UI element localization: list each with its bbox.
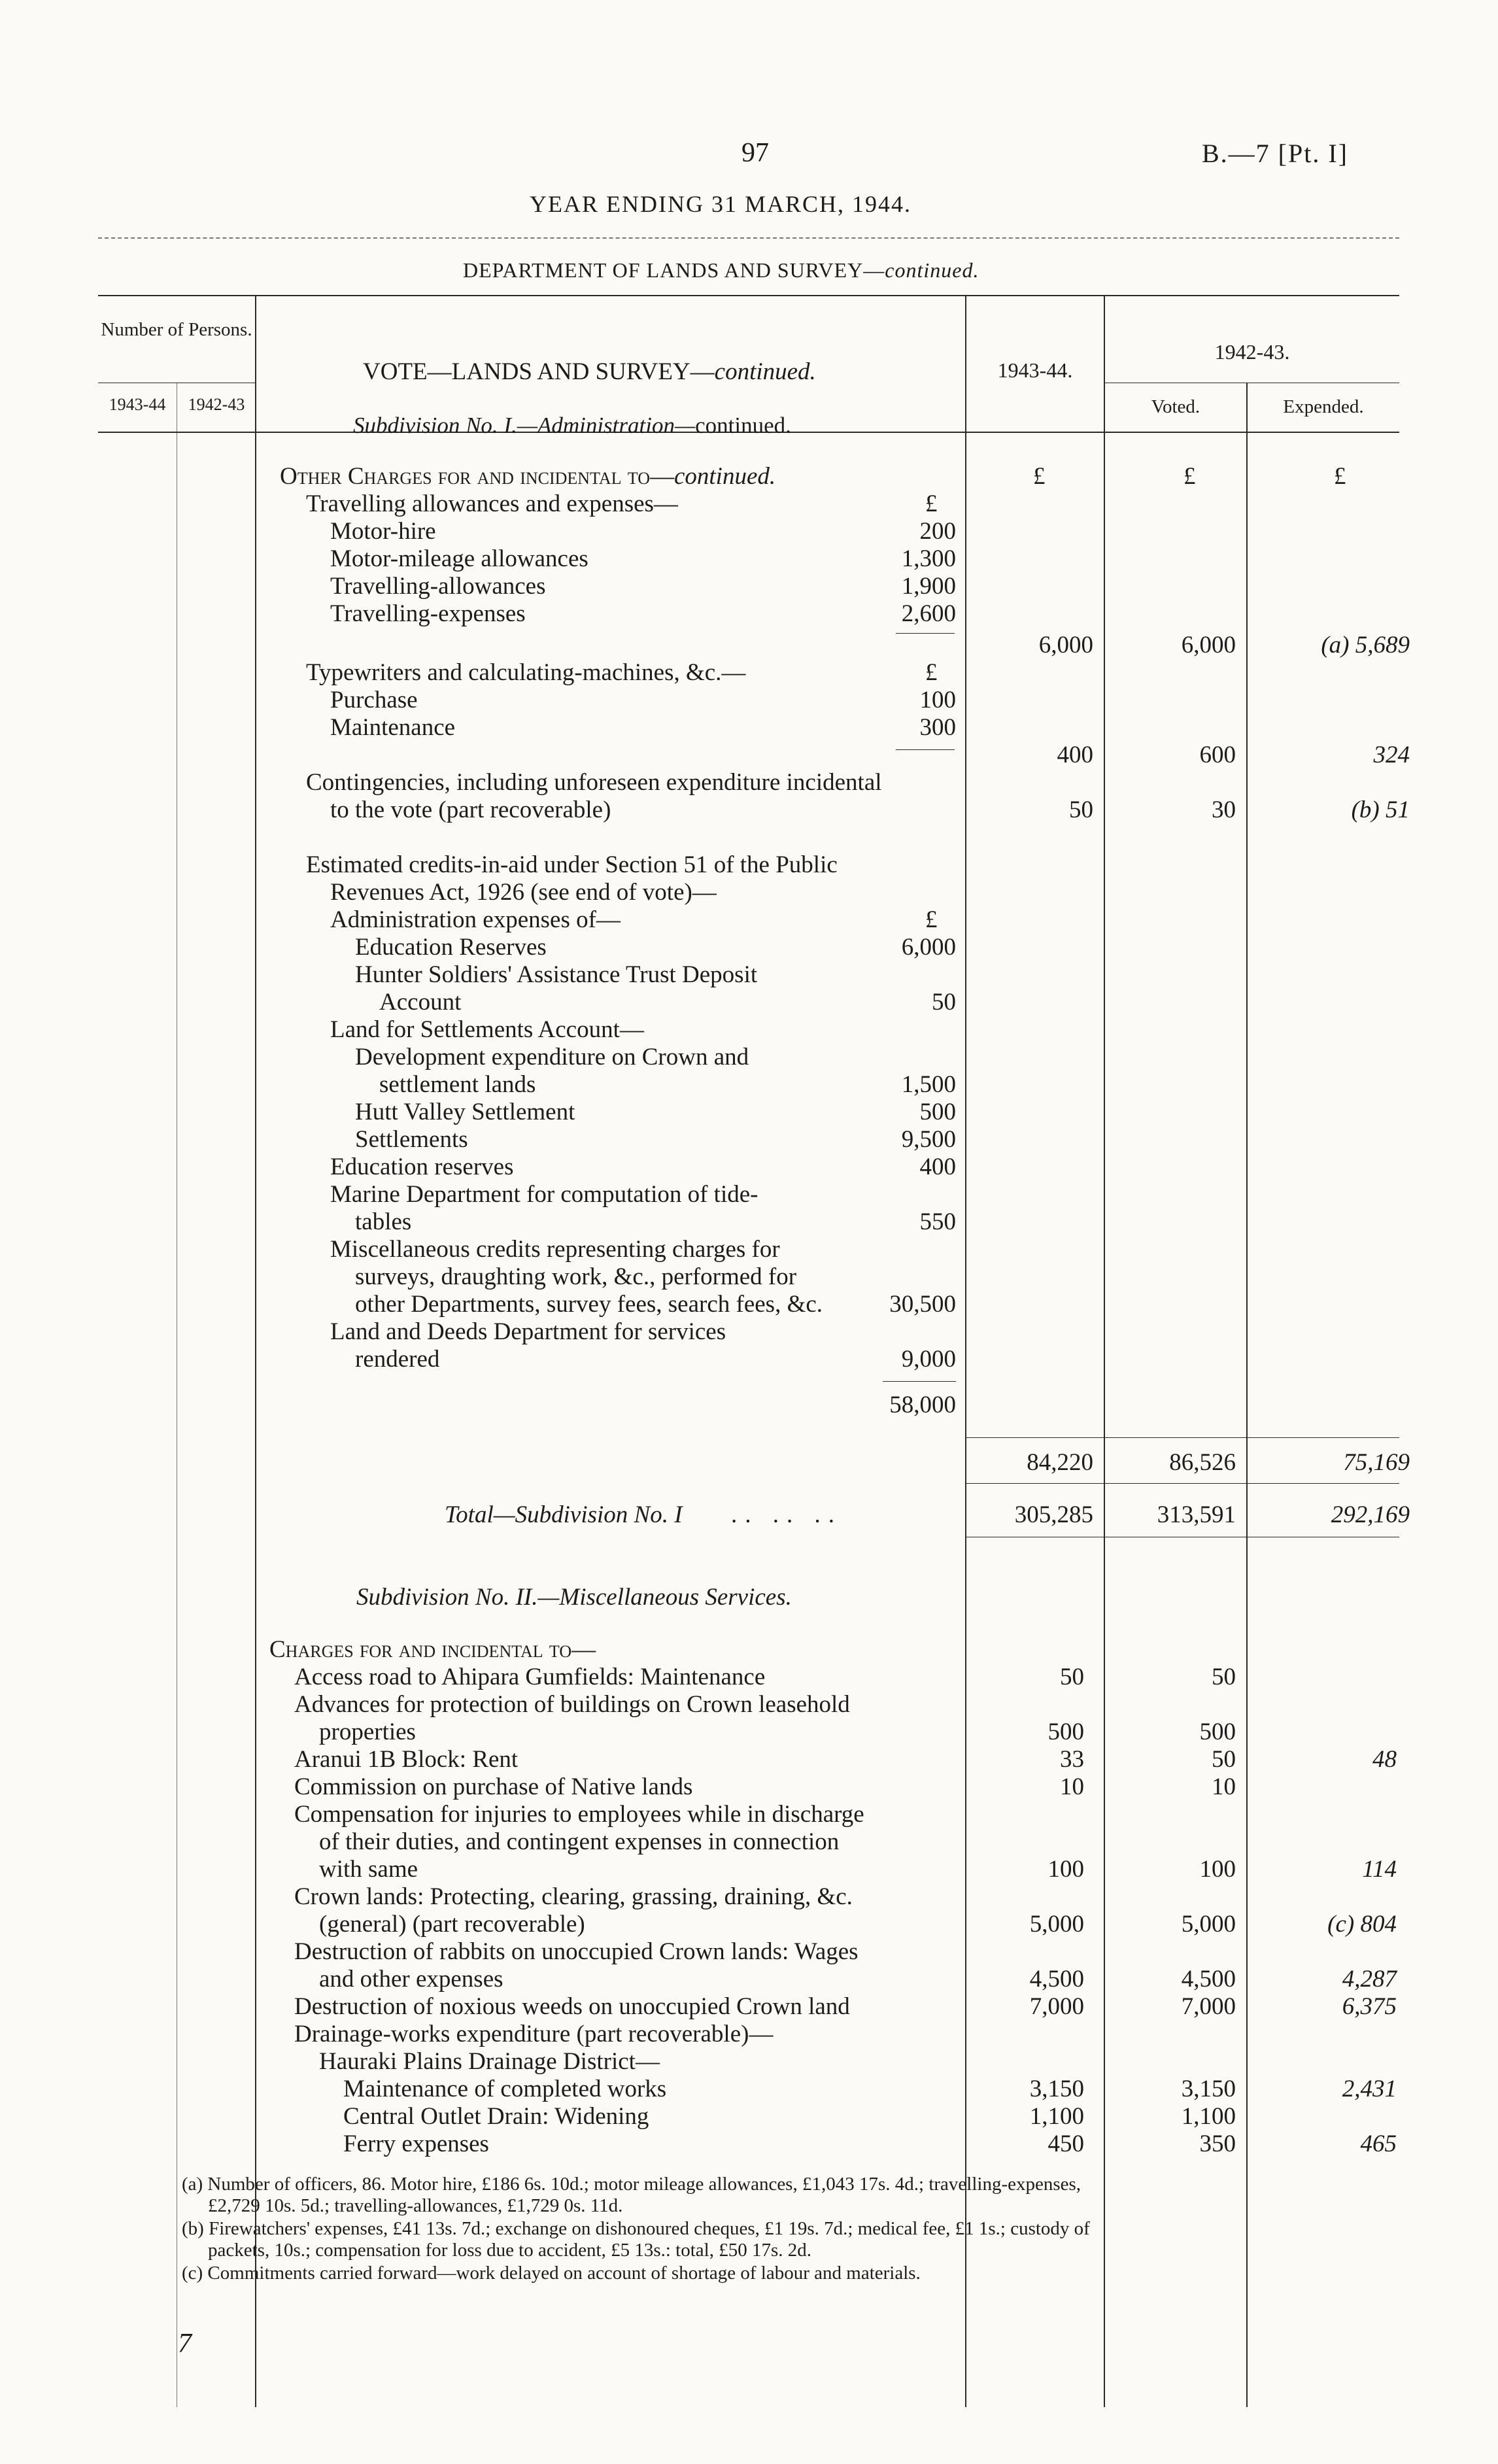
marine-line1: Marine Department for computation of tide- (330, 1181, 758, 1208)
misc-line3: other Departments, survey fees, search fees, &c. (355, 1291, 823, 1318)
col-1943-header: 1943-44. (997, 358, 1073, 382)
persons-1942-header: 1942-43 (188, 395, 245, 414)
total-subdivision-1-label: Total—Subdivision No. I (445, 1501, 683, 1528)
contingencies-total-1943: 50 (1069, 796, 1093, 823)
subtotal-1943: 84,220 (1027, 1449, 1093, 1476)
subtotal-bottom-rule (965, 1483, 1399, 1484)
hunter-line1: Hunter Soldiers' Assistance Trust Deposit (355, 961, 758, 988)
rabbits-1943: 4,500 (1029, 1966, 1084, 1993)
pound-sign-1943: £ (1033, 463, 1046, 490)
typewriters-sum-rule (896, 749, 955, 750)
crown-lands-line2: (general) (part recoverable) (319, 1911, 585, 1938)
maintenance-works-1943: 3,150 (1029, 2076, 1084, 2102)
development-line2: settlement lands (379, 1071, 536, 1098)
footnote-a-line1: (a) Number of officers, 86. Motor hire, £186 6s. 10d.; motor mileage allowances, £1,043 17s. 4d.; travelling-expenses, (182, 2174, 1081, 2195)
crown-lands-expended: (c) 804 (1327, 1911, 1397, 1938)
crown-lands-line1: Crown lands: Protecting, clearing, grassing, draining, &c. (294, 1883, 853, 1910)
contingencies-voted: 30 (1212, 796, 1236, 823)
maintenance-amount: 300 (919, 714, 956, 741)
other-charges-heading: Other Charges for and incidental to—continued. (280, 463, 776, 490)
rabbits-voted: 4,500 (1181, 1966, 1236, 1993)
compensation-expended: 114 (1362, 1856, 1397, 1883)
credits-sum-rule (883, 1381, 956, 1382)
travelling-expended: (a) 5,689 (1321, 632, 1410, 659)
misc-amount: 30,500 (889, 1291, 956, 1318)
subdivision-1-title: Subdivision No. I.—Administration—continued. (353, 413, 791, 438)
maintenance-works-label: Maintenance of completed works (343, 2076, 667, 2102)
education-reserves-label: Education Reserves (355, 934, 547, 961)
department-title: DEPARTMENT OF LANDS AND SURVEY—continued. (463, 258, 979, 282)
travelling-allowances-amount: 1,900 (901, 573, 956, 600)
ferry-expenses-voted: 350 (1199, 2130, 1236, 2157)
credits-line2: Revenues Act, 1926 (see end of vote)— (330, 879, 717, 906)
rabbits-expended: 4,287 (1342, 1966, 1397, 1993)
ferry-expenses-label: Ferry expenses (343, 2130, 489, 2157)
contingencies-line2: to the vote (part recoverable) (330, 796, 611, 823)
persons-column-rule (255, 295, 256, 2407)
aranui-1943: 33 (1060, 1746, 1084, 1773)
travelling-total-1943: 6,000 (1038, 632, 1093, 659)
ferry-expenses-expended: 465 (1360, 2130, 1397, 2157)
travelling-allowances-label: Travelling-allowances (330, 573, 546, 600)
travelling-expenses-amount: 2,600 (901, 600, 956, 627)
total-subdivision-1-1943: 305,285 (1014, 1501, 1093, 1528)
access-road-voted: 50 (1212, 1664, 1236, 1690)
motor-hire-amount: 200 (919, 518, 956, 545)
crown-lands-1943: 5,000 (1029, 1911, 1084, 1938)
marine-amount: 550 (919, 1208, 956, 1235)
page-number: 97 (741, 138, 769, 168)
charges-heading: Charges for and incidental to— (269, 1636, 596, 1663)
typewriters-expended: 324 (1373, 742, 1410, 768)
credits-pound: £ (925, 906, 938, 933)
education-reserves-2-label: Education reserves (330, 1154, 514, 1180)
outlet-drain-voted: 1,100 (1181, 2103, 1236, 2130)
hauraki-label: Hauraki Plains Drainage District— (319, 2048, 660, 2075)
weeds-1943: 7,000 (1029, 1993, 1084, 2020)
year-title: YEAR ENDING 31 MARCH, 1944. (530, 191, 911, 217)
header-rule (98, 237, 1399, 239)
advances-line2: properties (319, 1719, 416, 1745)
hutt-valley-label: Hutt Valley Settlement (355, 1099, 575, 1125)
land-settlements-label: Land for Settlements Account— (330, 1016, 644, 1043)
compensation-line2: of their duties, and contingent expenses in connection (319, 1828, 840, 1855)
footnote-b-line1: (b) Firewatchers' expenses, £41 13s. 7d.; exchange on dishonoured cheques, £1 19s. 7d.; medical fee, £1 1s.; custody of (182, 2218, 1090, 2239)
number-of-persons-header: Number of Persons. (101, 319, 252, 340)
travelling-voted: 6,000 (1181, 632, 1236, 659)
deeds-line1: Land and Deeds Department for services (330, 1318, 726, 1345)
motor-mileage-label: Motor-mileage allowances (330, 545, 588, 572)
typewriters-voted: 600 (1199, 742, 1236, 768)
vote-title: VOTE—LANDS AND SURVEY—continued. (363, 358, 816, 385)
development-line1: Development expenditure on Crown and (355, 1044, 749, 1070)
crown-lands-voted: 5,000 (1181, 1911, 1236, 1938)
subtotal-voted: 86,526 (1169, 1449, 1236, 1476)
settlements-label: Settlements (355, 1126, 468, 1153)
travelling-expenses-label: Travelling-expenses (330, 600, 526, 627)
report-reference: B.—7 [Pt. I] (1202, 139, 1348, 168)
advances-line1: Advances for protection of buildings on Crown leasehold (294, 1691, 850, 1718)
typewriters-total-1943: 400 (1057, 742, 1093, 768)
aranui-voted: 50 (1212, 1746, 1236, 1773)
misc-line1: Miscellaneous credits representing charges for (330, 1236, 780, 1263)
motor-mileage-amount: 1,300 (901, 545, 956, 572)
pound-sign-voted: £ (1183, 463, 1196, 490)
commission-label: Commission on purchase of Native lands (294, 1773, 693, 1800)
settlements-amount: 9,500 (901, 1126, 956, 1153)
marine-line2: tables (355, 1208, 412, 1235)
motor-hire-label: Motor-hire (330, 518, 436, 545)
rabbits-line2: and other expenses (319, 1966, 503, 1993)
credits-line1: Estimated credits-in-aid under Section 51 of the Public (306, 851, 838, 878)
table-top-rule (98, 295, 1399, 296)
rabbits-line1: Destruction of rabbits on unoccupied Crown lands: Wages (294, 1938, 859, 1965)
signature-mark: 7 (178, 2329, 192, 2359)
aranui-label: Aranui 1B Block: Rent (294, 1746, 519, 1773)
credits-total: 58,000 (889, 1392, 956, 1418)
education-reserves-amount: 6,000 (901, 934, 956, 961)
outlet-drain-label: Central Outlet Drain: Widening (343, 2103, 649, 2130)
contingencies-line1: Contingencies, including unforeseen expenditure incidental (306, 769, 882, 796)
aranui-expended: 48 (1372, 1746, 1397, 1773)
subtotal-expended: 75,169 (1343, 1449, 1410, 1476)
compensation-line1: Compensation for injuries to employees while in discharge (294, 1801, 864, 1828)
purchase-amount: 100 (919, 687, 956, 713)
commission-1943: 10 (1060, 1773, 1084, 1800)
typewriters-label: Typewriters and calculating-machines, &c.— (306, 659, 746, 686)
total-leader-dots: .. .. .. (731, 1501, 842, 1528)
admin-expenses-label: Administration expenses of— (330, 906, 621, 933)
travelling-sum-rule (896, 633, 955, 634)
deeds-line2: rendered (355, 1346, 440, 1373)
misc-line2: surveys, draughting work, &c., performed for (355, 1263, 797, 1290)
hunter-amount: 50 (932, 989, 956, 1016)
development-amount: 1,500 (901, 1071, 956, 1098)
persons-1943-header: 1943-44 (109, 395, 166, 414)
compensation-1943: 100 (1047, 1856, 1084, 1883)
footnote-a-line2: £2,729 10s. 5d.; travelling-allowances, £1,729 0s. 11d. (208, 2195, 623, 2216)
pound-sign-expended: £ (1334, 463, 1346, 490)
deeds-amount: 9,000 (901, 1346, 956, 1373)
purchase-label: Purchase (330, 687, 418, 713)
maintenance-label: Maintenance (330, 714, 456, 741)
footnote-c: (c) Commitments carried forward—work delayed on account of shortage of labour and materials. (182, 2263, 921, 2284)
access-road-label: Access road to Ahipara Gumfields: Maintenance (294, 1664, 766, 1690)
col-1942-header: 1942-43. (1214, 340, 1290, 364)
compensation-voted: 100 (1199, 1856, 1236, 1883)
total-subdivision-1-expended: 292,169 (1331, 1501, 1410, 1528)
advances-1943: 500 (1047, 1719, 1084, 1745)
expended-header: Expended. (1283, 396, 1364, 417)
travelling-label: Travelling allowances and expenses— (306, 490, 678, 517)
compensation-line3: with same (319, 1856, 418, 1883)
voted-header: Voted. (1151, 396, 1200, 417)
weeds-label: Destruction of noxious weeds on unoccupied Crown land (294, 1993, 850, 2020)
hutt-valley-amount: 500 (919, 1099, 956, 1125)
outlet-drain-1943: 1,100 (1029, 2103, 1084, 2130)
hunter-line2: Account (379, 989, 462, 1016)
subtotal-top-rule (965, 1437, 1399, 1438)
access-road-1943: 50 (1060, 1664, 1084, 1690)
travelling-pound: £ (925, 490, 938, 517)
advances-voted: 500 (1199, 1719, 1236, 1745)
footnote-b-line2: packets, 10s.; compensation for loss due to accident, £5 13s.: total, £50 17s. 2d. (208, 2240, 812, 2261)
ferry-expenses-1943: 450 (1047, 2130, 1084, 2157)
total-subdivision-1-voted: 313,591 (1157, 1501, 1236, 1528)
maintenance-works-expended: 2,431 (1342, 2076, 1397, 2102)
commission-voted: 10 (1212, 1773, 1236, 1800)
contingencies-expended: (b) 51 (1351, 796, 1410, 823)
subdivision-2-title: Subdivision No. II.—Miscellaneous Services. (356, 1584, 792, 1611)
education-reserves-2-amount: 400 (919, 1154, 956, 1180)
drainage-label: Drainage-works expenditure (part recoverable)— (294, 2021, 774, 2047)
weeds-voted: 7,000 (1181, 1993, 1236, 2020)
col-voted-left-rule (1104, 295, 1105, 2407)
col-expended-left-rule (1246, 383, 1248, 2407)
weeds-expended: 6,375 (1342, 1993, 1397, 2020)
maintenance-works-voted: 3,150 (1181, 2076, 1236, 2102)
typewriters-pound: £ (925, 659, 938, 686)
